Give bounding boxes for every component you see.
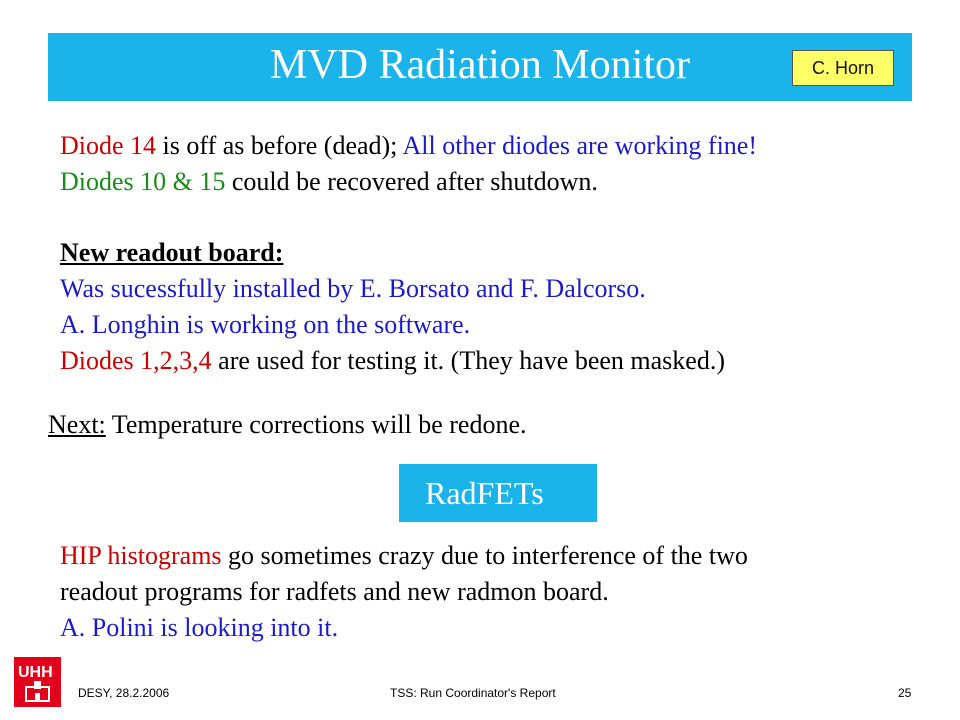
author-badge: C. Horn [792,50,894,86]
diode-status-line [60,131,757,161]
testing-diodes-text: are used for testing it. (They have been masked.) [211,346,725,375]
next-line [48,410,527,440]
page-number: 25 [898,686,912,700]
software-line: A. Longhin is working on the software. [60,310,471,339]
hip-label: HIP histograms [60,541,222,570]
footer-title: TSS: Run Coordinator's Report [390,686,556,700]
install-line: Was sucessfully installed by E. Borsato and F. Dalcorso. [60,274,646,303]
dead-diode-text: is off as before (dead); [156,131,403,160]
next-text: Temperature corrections will be redone. [105,410,527,439]
readout-board-heading: New readout board: [60,238,284,267]
polini-line: A. Polini is looking into it. [60,613,339,642]
recovered-diodes-label: Diodes 10 & 15 [60,167,226,196]
hip-text: go sometimes crazy due to interference of the two [221,541,748,570]
testing-line [60,346,725,376]
footer-date: DESY, 28.2.2006 [78,686,170,700]
dead-diode-label: Diode 14 [60,131,157,160]
title-bar [48,33,912,101]
readout-programs-line: readout programs for radfets and new radmon board. [60,577,609,606]
next-label: Next: [48,410,106,439]
radfets-heading: RadFETs [399,464,597,522]
testing-diodes-label: Diodes 1,2,3,4 [60,346,212,375]
logo-text: UHH [18,664,53,681]
slide-title: MVD Radiation Monitor [270,42,690,88]
working-diodes-text: All other diodes are working fine! [402,131,757,160]
uhh-logo-icon [14,657,61,707]
recovered-diodes-text: could be recovered after shutdown. [225,167,598,196]
hip-line [60,541,748,571]
recovered-diodes-line [60,167,598,197]
